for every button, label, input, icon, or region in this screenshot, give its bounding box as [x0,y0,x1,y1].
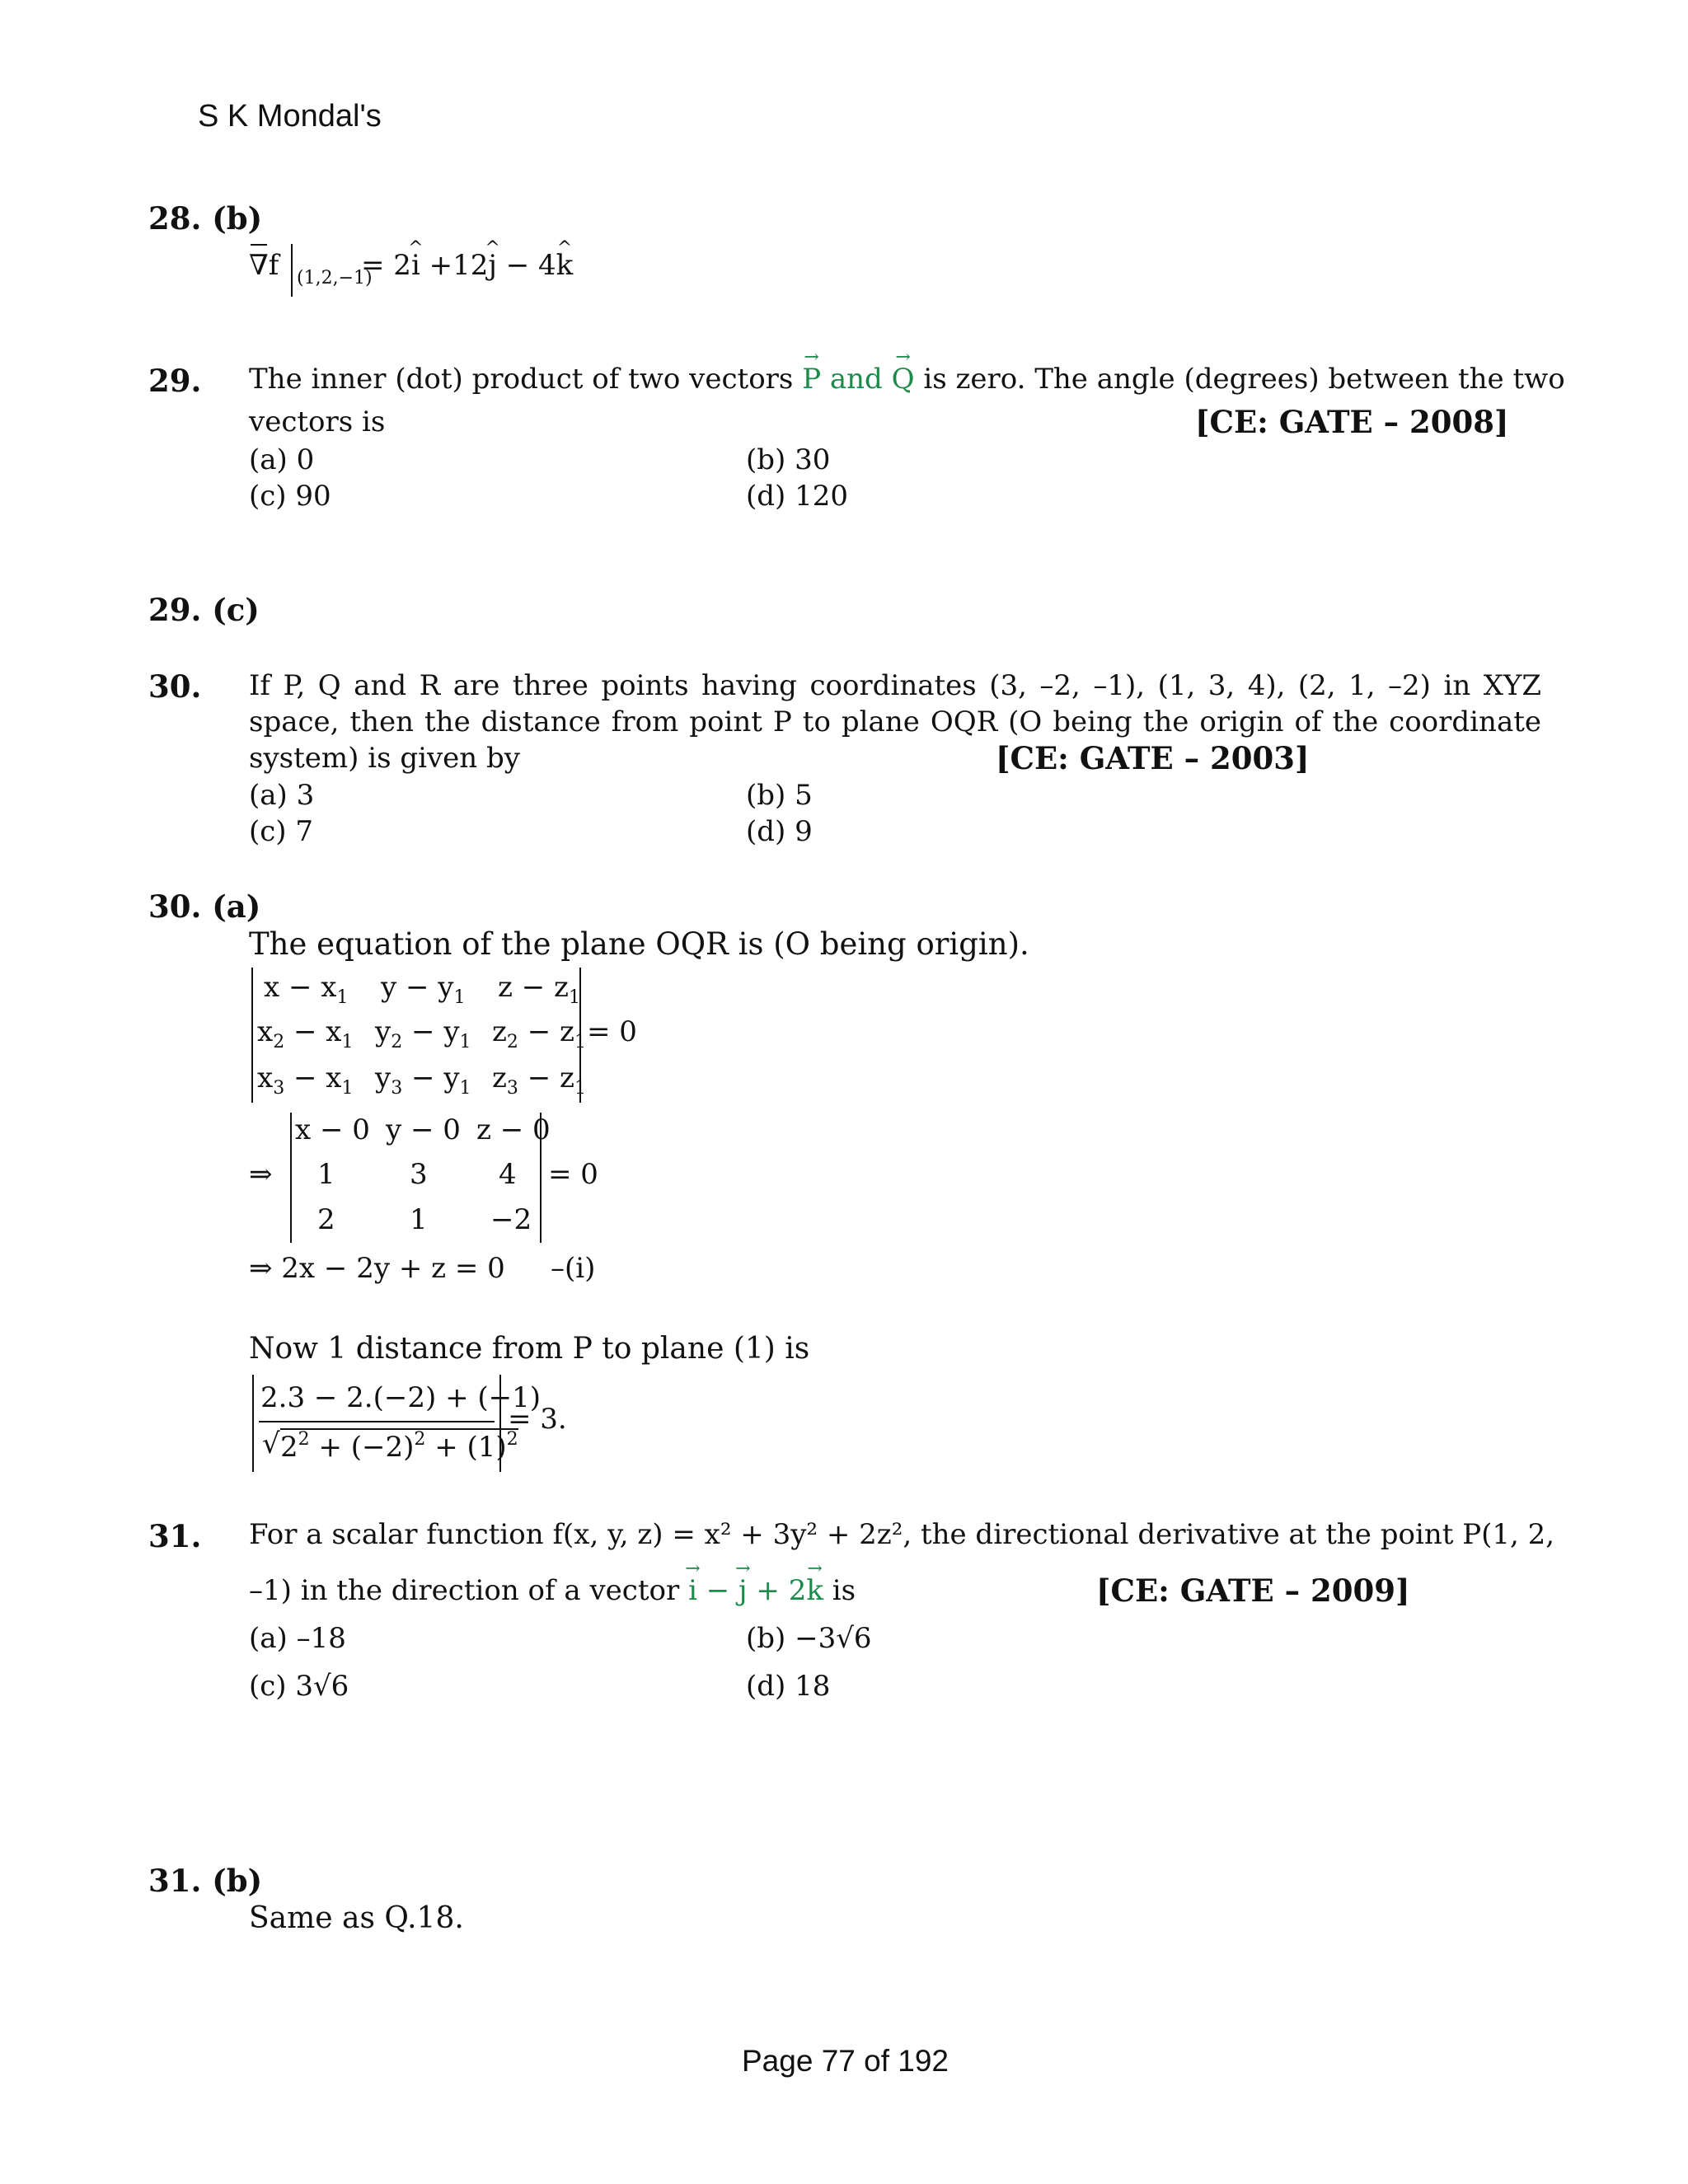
page-footer-number: Page 77 of 192 [742,2044,949,2078]
q31-option-b: (b) −3√6 [746,1622,872,1655]
answer-29-label: 29. (c) [148,592,260,628]
q30-option-b: (b) 5 [746,779,813,812]
gradient-result: = 2^ i +12^ j − 4^ k [361,247,573,284]
question-30-number: 30. [148,668,202,705]
q31-option-a: (a) –18 [249,1622,346,1655]
question-29-number: 29. [148,363,202,399]
question-29-line2: vectors is [249,405,386,438]
q30-option-d: (d) 9 [746,815,813,848]
question-31-source: [CE: GATE – 2009] [1096,1572,1410,1609]
q29-option-a: (a) 0 [249,443,315,476]
gradient-eval-point: (1,2,−1) [297,268,373,288]
answer-28-label: 28. (b) [148,200,263,237]
answer-30-label: 30. (a) [148,888,261,925]
question-31-number: 31. [148,1518,202,1554]
question-31-line2: –1) in the direction of a vector → i − → j + 2→ k is [249,1572,856,1609]
question-29-line1: The inner (dot) product of two vectors → P and → Q is zero. The angle (degrees) between the two [249,361,1565,397]
question-31-line1: For a scalar function f(x, y, z) = x² + 3y² + 2z², the directional derivative at the point P(1, 2, [249,1518,1555,1551]
answer-28-gradient: ∇f [249,249,279,282]
q30-option-a: (a) 3 [249,779,315,812]
q29-option-c: (c) 90 [249,480,331,513]
answer-31-label: 31. (b) [148,1863,263,1899]
question-30-line1: If P, Q and R are three points having coordinates (3, –2, –1), (1, 3, 4), (2, 1, –2) in XYZ [249,669,1541,702]
plane-equation: ⇒ 2x − 2y + z = 0 [249,1252,505,1285]
q30-option-c: (c) 7 [249,815,314,848]
q29-option-b: (b) 30 [746,443,831,476]
plane-equation-tag: –(i) [551,1252,596,1285]
question-30-line3: system) is given by [249,742,520,775]
distance-intro: Now 1 distance from P to plane (1) is [249,1332,810,1366]
q31-option-c: (c) 3√6 [249,1670,349,1703]
question-30-line2: space, then the distance from point P to plane OQR (O being the origin of the coordinate [249,705,1541,738]
answer-30-intro: The equation of the plane OQR is (O being origin). [249,926,1029,962]
q31-option-d: (d) 18 [746,1670,831,1703]
answer-31-text: Same as Q.18. [249,1901,464,1935]
question-29-source: [CE: GATE – 2008] [1195,404,1509,440]
nabla-symbol: ∇ [249,249,269,282]
page-header-author: S K Mondal's [198,99,382,134]
question-30-source: [CE: GATE – 2003] [996,740,1310,776]
q29-option-d: (d) 120 [746,480,848,513]
